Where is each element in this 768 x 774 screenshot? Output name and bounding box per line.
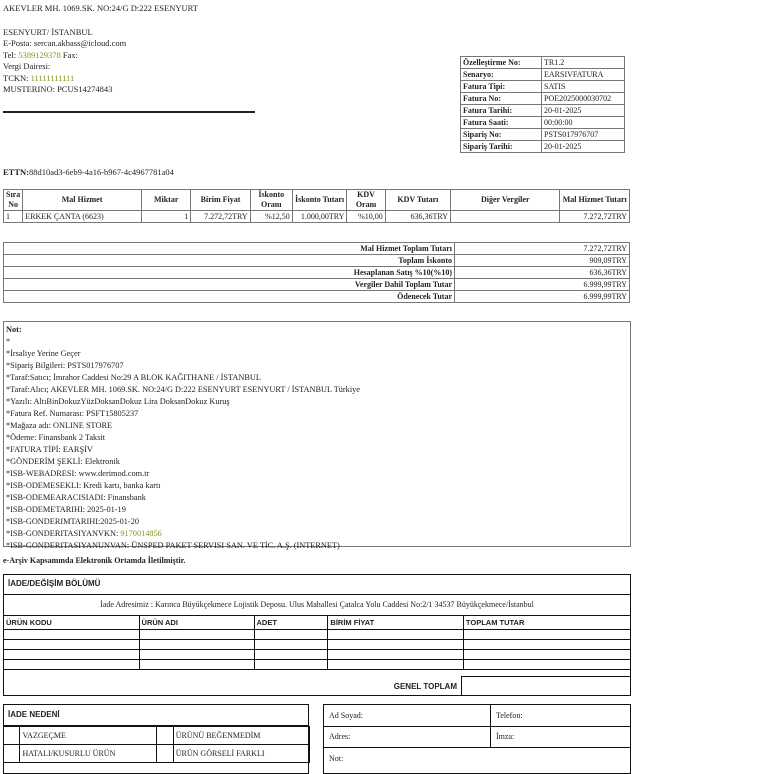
- note-line-unvan: *ISB-GONDERITASIYANUNVAN: ÜNSPED PAKET SERVISI SAN. VE TİC. A.Ş. (INTERNET): [6, 541, 340, 550]
- totals-row: [4, 255, 630, 267]
- meta-row: [461, 57, 625, 69]
- meta-row: [461, 105, 625, 117]
- totals-row: [4, 267, 630, 279]
- note-line: *ISB-ODEMESEKLI: Kredi kartı, banka kartı: [6, 481, 161, 490]
- totals-label: Vergiler Dahil Toplam Tutar: [4, 279, 455, 291]
- note-line-vkn: *ISB-GONDERITASIYANVKN: 9170014856: [6, 529, 162, 538]
- return-reason-box: [3, 704, 309, 774]
- note-line: *ISB-ODEMEARACISIADI: Finansbank: [6, 493, 146, 502]
- totals-row: [4, 291, 630, 303]
- meta-value: POE2025000030702: [542, 93, 625, 105]
- note-line: *FATURA TİPİ: EARŞİV: [6, 445, 93, 454]
- meta-row: [461, 81, 625, 93]
- return-address: İade Adresimiz : Karınca Büyükçekmece Lojistik Deposu. Ulus Mahallesi Çatalca Yolu Caddesi No:2/1 34537 Büyükçekmece/İstanbul: [100, 600, 534, 609]
- earsiv-note: e-Arşiv Kapsamında Elektronik Ortamda İletilmiştir.: [3, 556, 186, 565]
- totals-row: [4, 279, 630, 291]
- ettn-line: ETTN:88d10ad3-6eb9-4a16-b967-4c4967781a04: [3, 167, 174, 177]
- meta-value: PSTS017976707: [542, 129, 625, 141]
- note-line: *Fatura Ref. Numarası: PSFT15805237: [6, 409, 139, 418]
- items-header-cell: Diğer Vergiler: [451, 190, 560, 211]
- meta-label: Sipariş No:: [461, 129, 542, 141]
- notes-title: Not:: [6, 325, 22, 334]
- buyer-phone: Tel: 5389129378 Fax:: [3, 49, 78, 60]
- note-line: *Ödeme: Finansbank 2 Taksit: [6, 433, 106, 442]
- buyer-customer-no: MUSTERINO: PCUS14274843: [3, 84, 113, 94]
- buyer-tax-office: Vergi Dairesi:: [3, 61, 51, 71]
- note-line: *ISB-WEBADRESI: www.derimod.com.tr: [6, 469, 150, 478]
- items-cell: 1: [141, 211, 191, 223]
- items-header-cell: İskonto Oranı: [250, 190, 292, 211]
- reason-checkbox[interactable]: [4, 745, 20, 763]
- tckn-link[interactable]: 11111111111: [30, 72, 75, 83]
- meta-value: 00:00:00: [542, 117, 625, 129]
- items-header-cell: Birim Fiyat: [191, 190, 250, 211]
- items-cell: 7.272,72TRY: [191, 211, 250, 223]
- grand-total-field[interactable]: [461, 676, 631, 696]
- meta-row: [461, 93, 625, 105]
- note-line: *GÖNDERİM ŞEKLİ: Elektronik: [6, 457, 120, 466]
- meta-value: TR1.2: [542, 57, 625, 69]
- return-column-header: BİRİM FİYAT: [328, 616, 464, 630]
- notes-box: [3, 321, 631, 550]
- totals-value: 7.272,72TRY: [455, 243, 630, 255]
- note-line: *Taraf:Satıcı; İmrahor Caddesi No:29 A BLOK KAĞITHANE / İSTANBUL: [6, 373, 261, 382]
- return-column-header: ADET: [254, 616, 328, 630]
- totals-label: Hesaplanan Satış %10(%10): [4, 267, 455, 279]
- items-header-row: [4, 190, 630, 211]
- ettn-value: 88d10ad3-6eb9-4a16-b967-4c4967781a04: [28, 167, 174, 177]
- reason-checkbox[interactable]: [4, 727, 20, 745]
- reason-option-label: ÜRÜNÜ BEĞENMEDİM: [173, 727, 309, 745]
- items-cell: 1: [4, 211, 23, 223]
- return-column-header: TOPLAM TUTAR: [463, 616, 630, 630]
- note-line: *Yazılı: AltıBinDokuzYüzDoksanDokuz Lira DoksanDokuz Kuruş: [6, 397, 230, 406]
- meta-value: 20-01-2025: [542, 141, 625, 153]
- return-reason-title: İADE NEDENİ: [8, 710, 60, 719]
- note-line: *Taraf:Alıcı; AKEVLER MH. 1069.SK. NO:24/G D:222 ESENYURT ESENYURT / İSTANBUL Türkiye: [6, 385, 360, 394]
- contact-form: [323, 704, 631, 774]
- signature-field[interactable]: İmza:: [496, 732, 515, 741]
- items-header-cell: Sıra No: [4, 190, 23, 211]
- items-header-cell: İskonto Tutarı: [292, 190, 347, 211]
- items-table: [3, 189, 630, 223]
- note-line: *İrsaliye Yerine Geçer: [6, 349, 81, 358]
- items-header-cell: KDV Tutarı: [385, 190, 450, 211]
- items-header-cell: Mal Hizmet Tutarı: [560, 190, 630, 211]
- meta-label: Senaryo:: [461, 69, 542, 81]
- meta-label: Fatura Tipi:: [461, 81, 542, 93]
- items-cell: ERKEK ÇANTA (6623): [23, 211, 142, 223]
- meta-label: Fatura Saati:: [461, 117, 542, 129]
- totals-label: Ödenecek Tutar: [4, 291, 455, 303]
- items-header-cell: Mal Hizmet: [23, 190, 142, 211]
- items-header-cell: Miktar: [141, 190, 191, 211]
- note-field[interactable]: Not:: [329, 754, 344, 763]
- return-column-header: ÜRÜN ADI: [139, 616, 254, 630]
- reason-row: [4, 745, 310, 763]
- buyer-city: ESENYURT/ İSTANBUL: [3, 26, 93, 37]
- items-cell: 7.272,72TRY: [560, 211, 630, 223]
- phone-field[interactable]: Telefon:: [496, 711, 523, 720]
- vkn-link[interactable]: 9170014856: [120, 529, 162, 538]
- signature-line: [3, 111, 255, 113]
- return-section: [3, 574, 631, 696]
- totals-value: 636,36TRY: [455, 267, 630, 279]
- address-field[interactable]: Adres:: [329, 732, 351, 741]
- items-cell: %12,50: [250, 211, 292, 223]
- items-cell: %10,00: [347, 211, 385, 223]
- phone-link[interactable]: 5389129378: [18, 49, 61, 60]
- meta-value: 20-01-2025: [542, 105, 625, 117]
- reason-option-label: HATALI/KUSURLU ÜRÜN: [20, 745, 157, 763]
- reason-checkbox[interactable]: [157, 745, 173, 763]
- buyer-info: [3, 3, 303, 96]
- return-title: İADE/DEĞİŞİM BÖLÜMÜ: [8, 579, 101, 588]
- note-line: *Sipariş Bilgileri: PSTS017976707: [6, 361, 124, 370]
- reason-row: [4, 727, 310, 745]
- notes-lines: [6, 348, 628, 528]
- grand-total-label: GENEL TOPLAM: [393, 682, 457, 691]
- buyer-address: AKEVLER MH. 1069.SK. NO:24/G D:222 ESENYURT: [3, 3, 198, 13]
- meta-label: Fatura Tarihi:: [461, 105, 542, 117]
- meta-value: SATIS: [542, 81, 625, 93]
- table-row: [4, 211, 630, 223]
- meta-row: [461, 129, 625, 141]
- totals-label: Mal Hizmet Toplam Tutarı: [4, 243, 455, 255]
- totals-table: [3, 242, 630, 303]
- meta-label: Fatura No:: [461, 93, 542, 105]
- totals-label: Toplam İskonto: [4, 255, 455, 267]
- items-cell: 1.000,00TRY: [292, 211, 347, 223]
- meta-row: [461, 117, 625, 129]
- note-line: *ISB-ODEMETARIHI: 2025-01-19: [6, 505, 126, 514]
- buyer-tckn: TCKN: 11111111111: [3, 72, 75, 83]
- return-column-header: ÜRÜN KODU: [4, 616, 140, 630]
- meta-value: EARSIVFATURA: [542, 69, 625, 81]
- note-line: *Mağaza adı: ONLINE STORE: [6, 421, 113, 430]
- meta-row: [461, 69, 625, 81]
- items-header-cell: KDV Oranı: [347, 190, 385, 211]
- totals-value: 6.999,99TRY: [455, 291, 630, 303]
- invoice-meta-table: [460, 56, 625, 153]
- totals-row: [4, 243, 630, 255]
- meta-label: Sipariş Tarihi:: [461, 141, 542, 153]
- items-cell: [451, 211, 560, 223]
- return-items-table: [3, 615, 631, 670]
- note-line: *ISB-GONDERIMTARIHI:2025-01-20: [6, 517, 139, 526]
- items-cell: 636,36TRY: [385, 211, 450, 223]
- meta-row: [461, 141, 625, 153]
- totals-value: 909,09TRY: [455, 255, 630, 267]
- name-field[interactable]: Ad Soyad:: [329, 711, 363, 720]
- reason-option-label: VAZGEÇME: [20, 727, 157, 745]
- notes-star: *: [6, 337, 11, 346]
- buyer-email: E-Posta: sercan.akbass@icloud.com: [3, 38, 127, 48]
- reason-option-label: ÜRÜN GÖRSELİ FARKLI: [173, 745, 309, 763]
- return-reason-options: [3, 726, 310, 763]
- meta-label: Özelleştirme No:: [461, 57, 542, 69]
- reason-checkbox[interactable]: [157, 727, 173, 745]
- totals-value: 6.999,99TRY: [455, 279, 630, 291]
